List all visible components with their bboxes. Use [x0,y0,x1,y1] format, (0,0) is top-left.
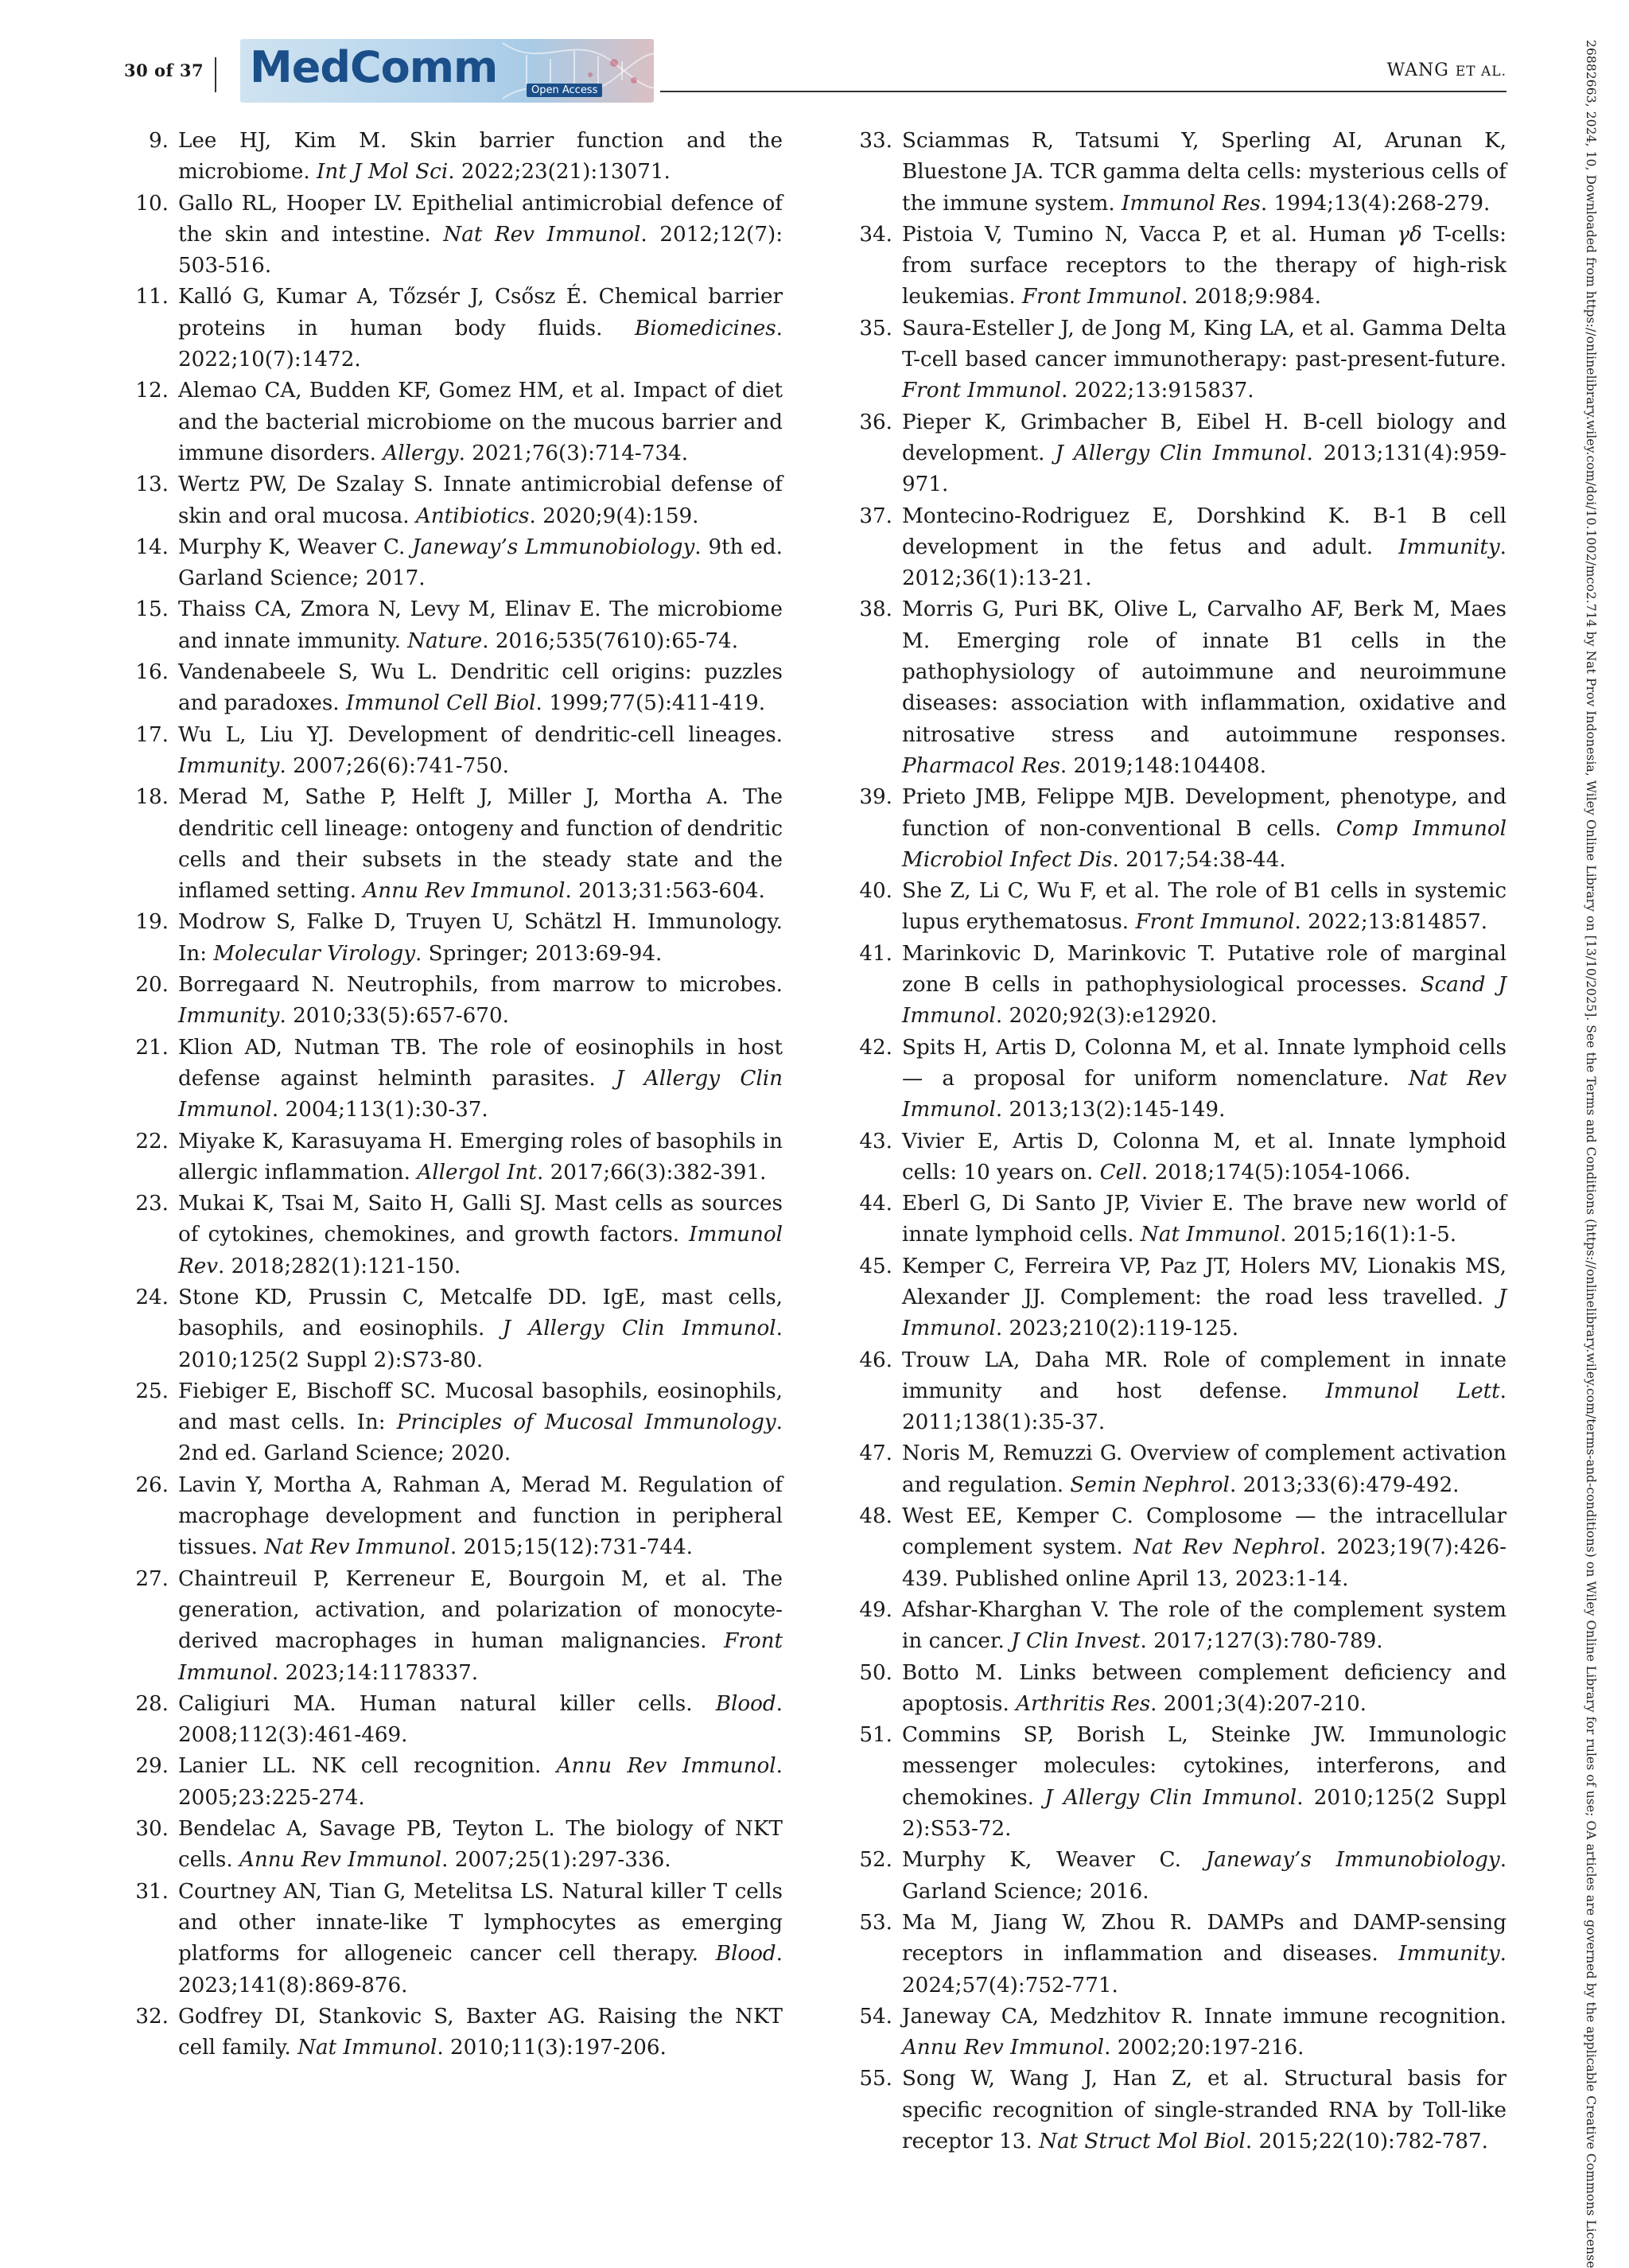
reference-entry [846,501,1507,595]
reference-text: Vandenabeele S, Wu L. Dendritic cell origins: puzzles and paradoxes. Immunol Cell Biol. 1999;77(5):411-419. [178,660,783,716]
reference-number: 47. [859,1441,892,1466]
reference-entry [846,1251,1507,1345]
reference-number: 53. [859,1910,892,1935]
reference-entry [846,594,1507,782]
reference-number: 15. [135,597,169,622]
reference-number: 39. [859,785,892,810]
reference-entry [846,1501,1507,1595]
reference-number: 26. [135,1472,169,1497]
reference-entry [122,1282,783,1376]
reference-number: 21. [135,1035,169,1060]
reference-text: Borregaard N. Neutrophils, from marrow to microbes. Immunity. 2010;33(5):657-670. [178,973,783,1029]
reference-text: Ma M, Jiang W, Zhou R. DAMPs and DAMP-sensing receptors in inflammation and diseases. Immunity. 2024;57(4):752-771. [902,1910,1507,1998]
reference-number: 19. [135,910,169,935]
reference-number: 23. [135,1192,169,1216]
reference-number: 20. [135,973,169,998]
download-notice-sidebar [1583,40,1607,2268]
reference-number: 41. [859,941,892,966]
reference-number: 44. [859,1192,892,1216]
reference-text: Miyake K, Karasuyama H. Emerging roles of basophils in allergic inflammation. Allergol Int. 2017;66(3):382-391. [178,1129,783,1185]
reference-text: Eberl G, Di Santo JP, Vivier E. The brave new world of innate lymphoid cells. Nat Immunol. 2015;16(1):1-5. [902,1192,1507,1247]
reference-entry [122,1689,783,1752]
reference-entry [122,1126,783,1189]
reference-number: 14. [135,535,169,559]
reference-number: 42. [859,1035,892,1060]
reference-entry [846,876,1507,939]
references-right-column [846,126,1507,2157]
reference-text: Noris M, Remuzzi G. Overview of complement activation and regulation. Semin Nephrol. 2013;33(6):479-492. [902,1441,1507,1497]
reference-text: Lavin Y, Mortha A, Rahman A, Merad M. Regulation of macrophage development and function in peripheral tissues. Nat Rev Immunol. 2015;15(12):731-744. [178,1472,783,1560]
reference-text: Prieto JMB, Felippe MJB. Development, phenotype, and function of non-conventional B cells. Comp Immunol Microbiol Infect Dis. 2017;54:38-44. [902,785,1507,872]
reference-number: 22. [135,1129,169,1153]
header-rule [660,91,1507,92]
reference-number: 18. [135,785,169,810]
reference-number: 10. [135,191,169,216]
reference-entry [846,126,1507,220]
reference-text: Stone KD, Prussin C, Metcalfe DD. IgE, mast cells, basophils, and eosinophils. J Allergy Clin Immunol. 2010;125(2 Suppl 2):S73-80. [178,1285,783,1372]
reference-entry [846,2064,1507,2157]
reference-entry [122,1033,783,1126]
reference-text: Botto M. Links between complement deficiency and apoptosis. Arthritis Res. 2001;3(4):207-210. [902,1660,1507,1716]
reference-number: 38. [859,597,892,622]
reference-entry [122,2002,783,2064]
reference-number: 13. [135,473,169,497]
reference-entry [846,1345,1507,1439]
reference-number: 11. [135,285,169,309]
reference-number: 12. [135,379,169,403]
reference-entry [122,1564,783,1689]
reference-number: 33. [859,129,892,153]
reference-text: Courtney AN, Tian G, Metelitsa LS. Natural killer T cells and other innate-like T lymphocytes as emerging platforms for allogeneic cancer cell therapy. Blood. 2023;141(8):869-876. [178,1879,783,1998]
reference-entry [122,469,783,532]
reference-entry [122,189,783,282]
reference-number: 52. [859,1848,892,1873]
reference-text: West EE, Kemper C. Complosome — the intracellular complement system. Nat Rev Nephrol. 2023;19(7):426-439. Published online April 13, 2023:1-14. [902,1504,1507,1591]
reference-text: Spits H, Artis D, Colonna M, et al. Innate lymphoid cells — a proposal for uniform nomenclature. Nat Rev Immunol. 2013;13(2):145-149. [902,1035,1507,1122]
reference-entry [846,939,1507,1033]
reference-text: Marinkovic D, Marinkovic T. Putative role of marginal zone B cells in pathophysiological processes. Scand J Immunol. 2020;92(3):e12920. [902,941,1507,1029]
reference-text: Klion AD, Nutman TB. The role of eosinophils in host defense against helminth parasites. J Allergy Clin Immunol. 2004;113(1):30-37. [178,1035,783,1122]
reference-text: Thaiss CA, Zmora N, Levy M, Elinav E. The microbiome and innate immunity. Nature. 2016;535(7610):65-74. [178,597,783,653]
reference-entry [122,657,783,720]
reference-number: 37. [859,504,892,528]
reference-number: 50. [859,1660,892,1685]
reference-entry [846,1595,1507,1658]
reference-number: 45. [859,1254,892,1278]
reference-entry [846,1188,1507,1251]
reference-number: 34. [859,222,892,247]
reference-entry [846,1720,1507,1845]
reference-text: Kalló G, Kumar A, Tőzsér J, Csősz É. Chemical barrier proteins in human body fluids. Biomedicines. 2022;10(7):1472. [178,285,783,372]
reference-number: 9. [149,129,169,153]
reference-entry [122,1470,783,1564]
reference-entry [846,313,1507,407]
journal-logo[interactable] [240,39,654,103]
reference-text: Chaintreuil P, Kerreneur E, Bourgoin M, et al. The generation, activation, and polarization of monocyte-derived macrophages in human malignancies. Front Immunol. 2023;14:1178337. [178,1566,783,1685]
reference-entry [846,1438,1507,1501]
reference-text: Commins SP, Borish L, Steinke JW. Immunologic messenger molecules: cytokines, interferons, and chemokines. J Allergy Clin Immunol. 2010;125(2 Suppl 2):S53-72. [902,1723,1507,1842]
reference-entry [846,1908,1507,2002]
reference-entry [122,782,783,907]
reference-number: 31. [135,1879,169,1904]
reference-entry [846,1033,1507,1126]
reference-text: Bendelac A, Savage PB, Teyton L. The biology of NKT cells. Annu Rev Immunol. 2007;25(1):297-336. [178,1817,783,1873]
reference-number: 40. [859,879,892,904]
reference-entry [122,375,783,469]
running-head-suffix: ET AL. [1455,64,1507,80]
reference-entry [122,1188,783,1282]
download-notice-text[interactable]: 26882663, 2024, 10, Downloaded from https://onlinelibrary.wiley.com/doi/10.1002/mco2.714 by Nat Prov Indonesia, Wiley Online Library on [13/10/2025]. See the Terms and Conditions (https://onlinelibrary.wiley.com/terms-and-conditions) on Wiley Online Library for rules of use; OA articles are governed by the applicable Creative Commons License [1584,40,1598,2268]
reference-entry [122,907,783,970]
reference-number: 32. [135,2004,169,2029]
reference-text: Kemper C, Ferreira VP, Paz JT, Holers MV, Lionakis MS, Alexander JJ. Complement: the road less travelled. J Immunol. 2023;210(2):119-125. [902,1254,1507,1341]
reference-number: 49. [859,1597,892,1622]
reference-entry [122,126,783,189]
reference-number: 28. [135,1691,169,1716]
references-left-column [122,126,783,2064]
reference-text: Wertz PW, De Szalay S. Innate antimicrobial defense of skin and oral mucosa. Antibiotics. 2020;9(4):159. [178,473,783,528]
reference-text: Gallo RL, Hooper LV. Epithelial antimicrobial defence of the skin and intestine. Nat Rev Immunol. 2012;12(7): 503-516. [178,191,783,278]
reference-number: 51. [859,1723,892,1748]
reference-entry [122,1376,783,1470]
running-head-author: WANG [1386,60,1449,80]
reference-entry [122,1751,783,1814]
reference-number: 48. [859,1504,892,1529]
reference-entry [122,1877,783,2002]
reference-text: Vivier E, Artis D, Colonna M, et al. Innate lymphoid cells: 10 years on. Cell. 2018;174(5):1054-1066. [902,1129,1507,1185]
reference-number: 55. [859,2067,892,2091]
reference-number: 46. [859,1348,892,1372]
reference-text: Modrow S, Falke D, Truyen U, Schätzl H. Immunology. In: Molecular Virology. Springer; 2013:69-94. [178,910,783,966]
reference-text: Pistoia V, Tumino N, Vacca P, et al. Human γδ T-cells: from surface receptors to the therapy of high-risk leukemias. Front Immunol. 2018;9:984. [902,222,1507,309]
reference-number: 29. [135,1754,169,1779]
reference-entry [846,1658,1507,1721]
reference-text: Lee HJ, Kim M. Skin barrier function and the microbiome. Int J Mol Sci. 2022;23(21):13071. [178,129,783,185]
reference-entry [122,532,783,595]
reference-number: 27. [135,1566,169,1591]
reference-text: Pieper K, Grimbacher B, Eibel H. B-cell biology and development. J Allergy Clin Immunol. 2013;131(4):959-971. [902,410,1507,497]
logo-wordmark: MedComm [250,42,498,92]
page-number: 30 of 37 [124,60,204,80]
reference-entry [122,594,783,657]
reference-number: 16. [135,660,169,685]
reference-number: 36. [859,410,892,434]
reference-number: 30. [135,1817,169,1842]
reference-text: She Z, Li C, Wu F, et al. The role of B1 cells in systemic lupus erythematosus. Front Immunol. 2022;13:814857. [902,879,1507,935]
reference-number: 35. [859,316,892,340]
reference-number: 17. [135,722,169,747]
reference-text: Alemao CA, Budden KF, Gomez HM, et al. Impact of diet and the bacterial microbiome on the mucous barrier and immune disorders. Allergy. 2021;76(3):714-734. [178,379,783,465]
reference-entry [122,720,783,783]
reference-text: Wu L, Liu YJ. Development of dendritic-cell lineages. Immunity. 2007;26(6):741-750. [178,722,783,778]
reference-entry [846,1126,1507,1189]
reference-entry [846,1845,1507,1908]
reference-number: 43. [859,1129,892,1153]
header-divider [215,57,216,92]
reference-text: Godfrey DI, Stankovic S, Baxter AG. Raising the NKT cell family. Nat Immunol. 2010;11(3):197-206. [178,2004,783,2060]
reference-entry [846,782,1507,876]
reference-text: Saura-Esteller J, de Jong M, King LA, et al. Gamma Delta T-cell based cancer immunotherapy: past-present-future. Front Immunol. 2022;13:915837. [902,316,1507,403]
reference-text: Morris G, Puri BK, Olive L, Carvalho AF, Berk M, Maes M. Emerging role of innate B1 cells in the pathophysiology of autoimmune and neuroimmune diseases: association with inflammation, oxidative and nitrosative stress and autoimmune responses. Pharmacol Res. 2019;148:104408. [902,597,1507,778]
reference-entry [122,970,783,1033]
reference-text: Murphy K, Weaver C. Janeway’s Immunobiology. Garland Science; 2016. [902,1848,1507,1904]
reference-text: Murphy K, Weaver C. Janeway’s Lmmunobiology. 9th ed. Garland Science; 2017. [178,535,783,591]
reference-entry [122,1814,783,1877]
page-header [0,0,1629,111]
reference-number: 25. [135,1379,169,1403]
reference-text: Sciammas R, Tatsumi Y, Sperling AI, Arunan K, Bluestone JA. TCR gamma delta cells: mysterious cells of the immune system. Immunol Res. 1994;13(4):268-279. [902,129,1507,216]
reference-text: Afshar-Kharghan V. The role of the complement system in cancer. J Clin Invest. 2017;127(3):780-789. [902,1597,1507,1654]
reference-text: Trouw LA, Daha MR. Role of complement in innate immunity and host defense. Immunol Lett. 2011;138(1):35-37. [902,1348,1507,1435]
reference-text: Merad M, Sathe P, Helft J, Miller J, Mortha A. The dendritic cell lineage: ontogeny and function of dendritic cells and their subsets in the steady state and the inflamed setting. Annu Rev Immunol. 2013;31:563-604. [178,785,783,904]
reference-text: Fiebiger E, Bischoff SC. Mucosal basophils, eosinophils, and mast cells. In: Principles of Mucosal Immunology. 2nd ed. Garland Science; 2020. [178,1379,783,1466]
reference-text: Janeway CA, Medzhitov R. Innate immune recognition. Annu Rev Immunol. 2002;20:197-216. [902,2004,1507,2060]
reference-number: 24. [135,1285,169,1309]
reference-entry [846,2002,1507,2064]
open-access-badge: Open Access [527,84,602,97]
reference-text: Mukai K, Tsai M, Saito H, Galli SJ. Mast cells as sources of cytokines, chemokines, and growth factors. Immunol Rev. 2018;282(1):121-150. [178,1192,783,1278]
reference-text: Lanier LL. NK cell recognition. Annu Rev Immunol. 2005;23:225-274. [178,1754,783,1810]
reference-entry [122,282,783,375]
reference-entry [846,407,1507,501]
reference-text: Song W, Wang J, Han Z, et al. Structural basis for specific recognition of single-stranded RNA by Toll-like receptor 13. Nat Struct Mol Biol. 2015;22(10):782-787. [902,2067,1507,2153]
reference-text: Montecino-Rodriguez E, Dorshkind K. B-1 B cell development in the fetus and adult. Immunity. 2012;36(1):13-21. [902,504,1507,591]
running-head [1387,60,1507,80]
reference-number: 54. [859,2004,892,2029]
reference-entry [846,220,1507,313]
reference-text: Caligiuri MA. Human natural killer cells. Blood. 2008;112(3):461-469. [178,1691,783,1748]
